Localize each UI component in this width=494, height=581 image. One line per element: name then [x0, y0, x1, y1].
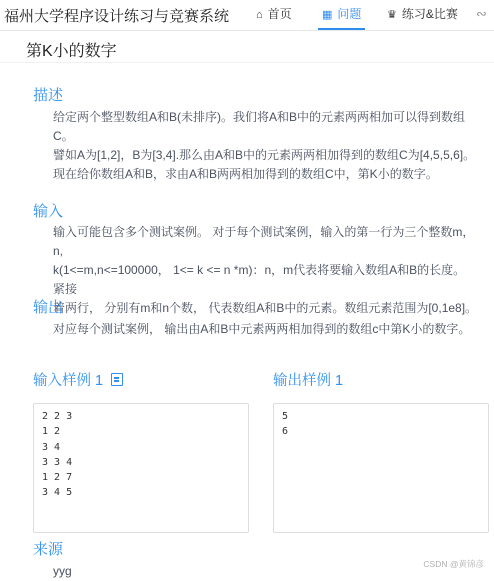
sample-input-box[interactable] — [33, 403, 249, 533]
description-heading: 描述 — [33, 87, 64, 104]
source-heading: 来源 — [33, 541, 64, 558]
input-line: k(1<=m,n<=100000， 1<= k <= n *m)：n，m代表将要输入数组A和B的长度。 紧接 — [53, 263, 466, 296]
sample-output-box[interactable] — [273, 403, 489, 533]
watermark: CSDN @黄锦彦 — [423, 559, 484, 569]
more-icon[interactable]: ∾ — [476, 6, 487, 21]
source-value: yyg — [53, 564, 72, 578]
copy-icon[interactable] — [111, 373, 123, 386]
input-line: 着两行， 分别有m和n个数， 代表数组A和B中的元素。数组元素范围为[0,1e8]。 — [53, 301, 478, 315]
description-body — [53, 108, 478, 184]
nav-home-label: 首页 — [267, 7, 292, 21]
site-title[interactable]: 福州大学程序设计练习与竞赛系统 — [4, 8, 230, 25]
nav-home[interactable] — [256, 0, 292, 30]
nav-contest-label: 练习&比赛 — [401, 7, 458, 21]
sample-input-heading — [33, 369, 123, 390]
description-line: 譬如A为[1,2]，B为[3,4].那么由A和B中的元素两两相加得到的数组C为[4,5,5,6]。 — [53, 148, 476, 162]
sample-output-heading: 输出样例 1 — [273, 373, 344, 389]
nav-contest[interactable] — [387, 0, 458, 30]
sample-output-text: 5 6 — [282, 411, 289, 438]
home-icon: ⌂ — [256, 9, 263, 21]
input-body — [53, 223, 478, 318]
page-title: 第K小的数字 — [26, 43, 117, 60]
output-body — [53, 320, 478, 339]
input-heading: 输入 — [33, 203, 64, 220]
input-line: 输入可能包含多个测试案例。 对于每个测试案例，输入的第一行为三个整数m，n, — [53, 225, 475, 258]
divider — [0, 62, 494, 63]
description-line: 现在给你数组A和B，求由A和B两两相加得到的数组C中，第K小的数字。 — [53, 167, 438, 181]
sample-input-text: 2 2 3 1 2 3 4 3 3 4 1 2 7 3 4 5 — [42, 411, 73, 499]
grid-icon: ▦ — [322, 9, 333, 21]
output-line: 对应每个测试案例， 输出由A和B中元素两两相加得到的数组c中第K小的数字。 — [53, 322, 471, 336]
output-heading: 输出 — [33, 299, 64, 316]
trophy-icon: ♛ — [387, 9, 397, 21]
description-line: 给定两个整型数组A和B(未排序)。我们将A和B中的元素两两相加可以得到数组C。 — [53, 110, 466, 143]
top-navbar — [0, 0, 494, 31]
nav-problems[interactable] — [318, 0, 365, 30]
sample-input-label: 输入样例 1 — [33, 373, 104, 389]
nav-problems-label: 问题 — [337, 7, 362, 21]
